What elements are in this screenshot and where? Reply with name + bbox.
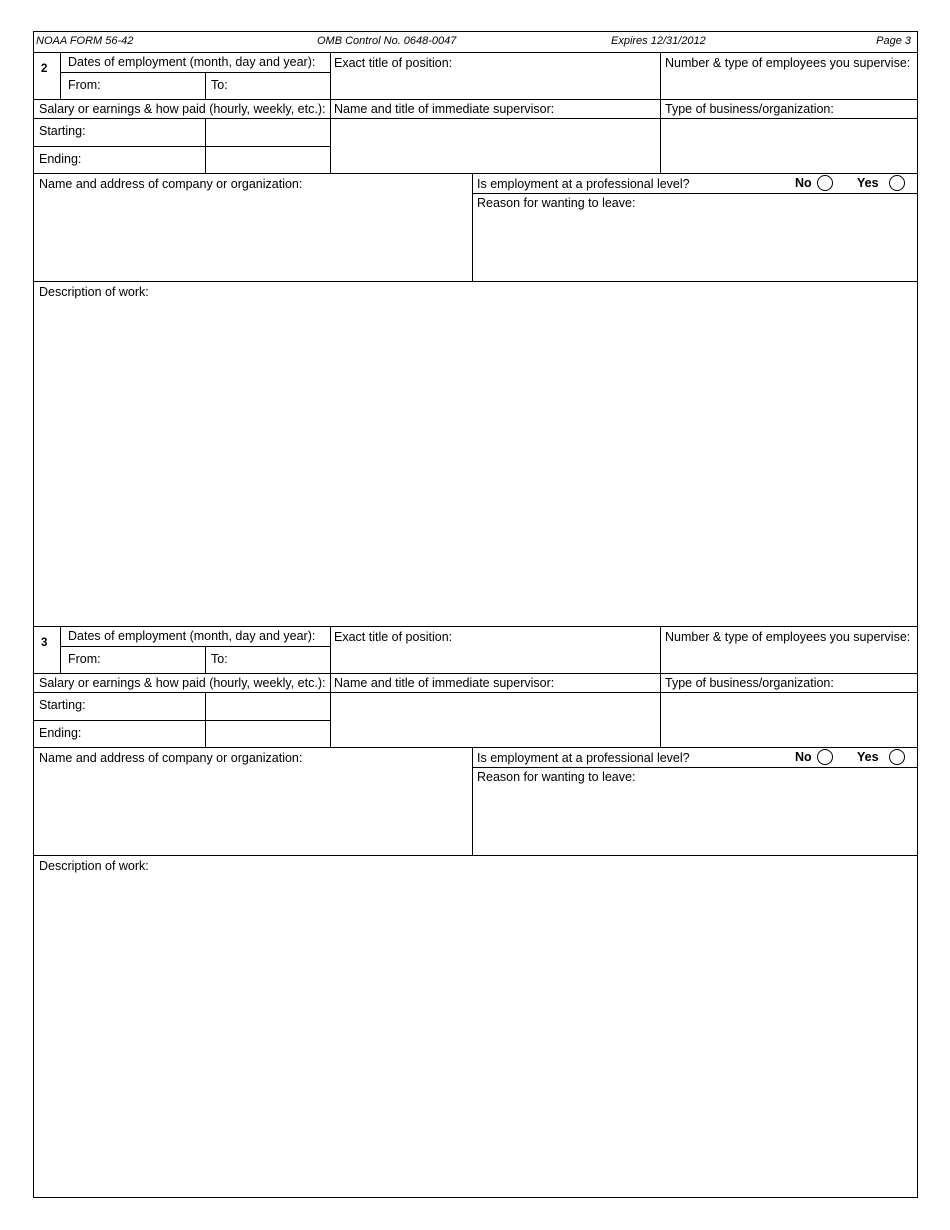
divider	[34, 173, 917, 174]
business-type-label: Type of business/organization:	[665, 676, 834, 690]
description-input[interactable]	[35, 874, 916, 1196]
from-label: From:	[68, 78, 101, 92]
ending-salary-label: Ending:	[39, 726, 82, 740]
professional-yes-radio[interactable]	[889, 749, 905, 765]
exact-title-input[interactable]	[331, 70, 659, 99]
business-type-label: Type of business/organization:	[665, 102, 834, 116]
num-employees-label: Number & type of employees you supervise:	[665, 630, 911, 644]
no-label: No	[795, 750, 812, 764]
supervisor-input[interactable]	[331, 119, 659, 173]
starting-salary-input[interactable]	[206, 693, 329, 720]
exact-title-label: Exact title of position:	[334, 56, 453, 70]
divider	[34, 673, 917, 674]
yes-label: Yes	[857, 750, 879, 764]
ending-salary-input[interactable]	[206, 147, 329, 173]
omb-control-number: OMB Control No. 0648-0047	[317, 35, 457, 47]
divider	[60, 52, 61, 99]
description-input[interactable]	[35, 300, 916, 625]
num-employees-input[interactable]	[661, 70, 916, 99]
reason-input[interactable]	[473, 210, 916, 280]
num-employees-label: Number & type of employees you supervise:	[665, 56, 911, 70]
expiration-date: Expires 12/31/2012	[611, 35, 706, 47]
no-label: No	[795, 176, 812, 190]
description-label: Description of work:	[39, 285, 149, 299]
divider	[205, 72, 206, 99]
divider	[34, 281, 917, 282]
professional-no-radio[interactable]	[817, 749, 833, 765]
starting-salary-label: Starting:	[39, 124, 86, 138]
business-type-input[interactable]	[661, 693, 916, 747]
divider	[34, 99, 917, 100]
reason-label: Reason for wanting to leave:	[477, 770, 636, 784]
supervisor-label: Name and title of immediate supervisor:	[334, 676, 555, 690]
ending-salary-input[interactable]	[206, 721, 329, 747]
divider	[472, 767, 917, 768]
from-date-input[interactable]	[104, 647, 204, 673]
professional-no-radio[interactable]	[817, 175, 833, 191]
to-date-input[interactable]	[231, 647, 329, 673]
from-label: From:	[68, 652, 101, 666]
company-input[interactable]	[35, 192, 471, 280]
section-number: 3	[41, 637, 48, 649]
business-type-input[interactable]	[661, 119, 916, 173]
employment-section-2	[34, 52, 917, 626]
dates-label: Dates of employment (month, day and year):	[68, 55, 316, 69]
exact-title-label: Exact title of position:	[334, 630, 453, 644]
starting-salary-input[interactable]	[206, 119, 329, 146]
to-date-input[interactable]	[231, 73, 329, 99]
exact-title-input[interactable]	[331, 644, 659, 673]
salary-label: Salary or earnings & how paid (hourly, weekly, etc.):	[39, 676, 326, 690]
supervisor-input[interactable]	[331, 693, 659, 747]
professional-level-label: Is employment at a professional level?	[477, 751, 690, 765]
employment-form-page	[33, 31, 918, 1198]
reason-label: Reason for wanting to leave:	[477, 196, 636, 210]
to-label: To:	[211, 78, 228, 92]
company-label: Name and address of company or organization:	[39, 177, 303, 191]
ending-salary-label: Ending:	[39, 152, 82, 166]
from-date-input[interactable]	[104, 73, 204, 99]
page-number: Page 3	[876, 35, 911, 47]
divider	[472, 193, 917, 194]
to-label: To:	[211, 652, 228, 666]
salary-label: Salary or earnings & how paid (hourly, weekly, etc.):	[39, 102, 326, 116]
description-label: Description of work:	[39, 859, 149, 873]
employment-section-3	[34, 626, 917, 1197]
professional-level-label: Is employment at a professional level?	[477, 177, 690, 191]
supervisor-label: Name and title of immediate supervisor:	[334, 102, 555, 116]
reason-input[interactable]	[473, 784, 916, 854]
num-employees-input[interactable]	[661, 644, 916, 673]
form-id: NOAA FORM 56-42	[36, 35, 134, 47]
company-input[interactable]	[35, 766, 471, 854]
dates-label: Dates of employment (month, day and year):	[68, 629, 316, 643]
divider	[34, 747, 917, 748]
professional-yes-radio[interactable]	[889, 175, 905, 191]
company-label: Name and address of company or organization:	[39, 751, 303, 765]
starting-salary-label: Starting:	[39, 698, 86, 712]
divider	[205, 646, 206, 673]
section-number: 2	[41, 63, 48, 75]
yes-label: Yes	[857, 176, 879, 190]
divider	[34, 855, 917, 856]
divider	[60, 626, 61, 673]
